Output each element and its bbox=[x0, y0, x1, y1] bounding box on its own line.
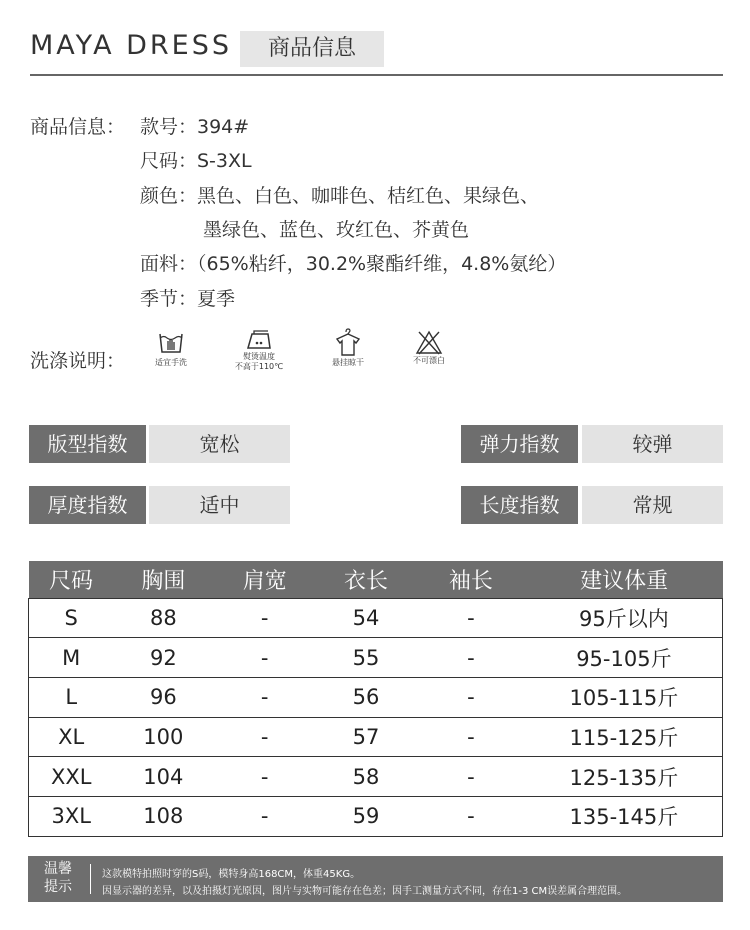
fabric: 面料：（65%粘纤，30.2%聚酯纤维，4.8%氨纶） bbox=[140, 253, 567, 275]
tips-title bbox=[40, 860, 76, 896]
hang-dry-icon bbox=[333, 328, 363, 358]
cell-bust: 108 bbox=[113, 796, 213, 836]
wash-iron-temp: 不高于110℃ bbox=[234, 362, 284, 371]
section-tag: 商品信息 bbox=[240, 31, 384, 67]
table-row bbox=[29, 677, 723, 717]
cell-bust: 100 bbox=[113, 717, 213, 757]
table-row bbox=[29, 757, 723, 797]
cell-size: M bbox=[29, 638, 114, 678]
cell-bust: 92 bbox=[113, 638, 213, 678]
cell-shoulder: - bbox=[213, 796, 316, 836]
size-table bbox=[28, 561, 723, 837]
cell-length: 58 bbox=[316, 757, 416, 797]
cell-shoulder: - bbox=[213, 598, 316, 638]
header-size: 尺码 bbox=[29, 561, 114, 598]
cell-weight: 105-115斤 bbox=[526, 677, 723, 717]
cell-bust: 96 bbox=[113, 677, 213, 717]
product-info-label: 商品信息： bbox=[30, 116, 126, 138]
thickness-index-value: 适中 bbox=[149, 486, 290, 524]
table-row bbox=[29, 638, 723, 678]
cell-weight: 125-135斤 bbox=[526, 757, 723, 797]
cell-size: 3XL bbox=[29, 796, 114, 836]
thickness-index-label: 厚度指数 bbox=[29, 486, 146, 524]
cell-sleeve: - bbox=[416, 638, 526, 678]
table-row bbox=[29, 598, 723, 638]
elastic-index-label: 弹力指数 bbox=[461, 425, 578, 463]
wash-hand-text: 适宜手洗 bbox=[155, 358, 187, 367]
header-bust: 胸围 bbox=[113, 561, 213, 598]
cell-length: 56 bbox=[316, 677, 416, 717]
elastic-index-value: 较弹 bbox=[582, 425, 723, 463]
wash-iron bbox=[224, 328, 294, 372]
cell-length: 54 bbox=[316, 598, 416, 638]
cell-bust: 104 bbox=[113, 757, 213, 797]
header-shoulder: 肩宽 bbox=[213, 561, 316, 598]
header-length: 衣长 bbox=[316, 561, 416, 598]
cell-sleeve: - bbox=[416, 796, 526, 836]
cell-length: 57 bbox=[316, 717, 416, 757]
header-sleeve: 袖长 bbox=[416, 561, 526, 598]
cell-size: XL bbox=[29, 717, 114, 757]
no-bleach-icon bbox=[414, 328, 444, 356]
colors-line-2: 墨绿色、蓝色、玫红色、芥黄色 bbox=[203, 219, 470, 241]
wash-hang-text: 悬挂晾干 bbox=[332, 358, 364, 367]
cell-shoulder: - bbox=[213, 638, 316, 678]
cell-bust: 88 bbox=[113, 598, 213, 638]
cell-weight: 95斤以内 bbox=[526, 598, 723, 638]
size-table-header bbox=[29, 561, 723, 598]
wash-iron-text: 熨烫温度 bbox=[243, 352, 275, 361]
wash-hand bbox=[136, 328, 206, 368]
iron-icon bbox=[244, 328, 274, 352]
wash-hang bbox=[313, 328, 383, 368]
cell-size: XXL bbox=[29, 757, 114, 797]
cell-size: S bbox=[29, 598, 114, 638]
tips-line-model: 这款模特拍照时穿的S码，模特身高168CM，体重45KG。 bbox=[102, 869, 361, 880]
season: 季节：夏季 bbox=[140, 288, 236, 310]
fit-index-value: 宽松 bbox=[149, 425, 290, 463]
size-range: 尺码：S-3XL bbox=[140, 150, 252, 172]
cell-weight: 95-105斤 bbox=[526, 638, 723, 678]
colors-line-1: 颜色：黑色、白色、咖啡色、桔红色、果绿色、 bbox=[140, 185, 540, 207]
cell-sleeve: - bbox=[416, 677, 526, 717]
cell-shoulder: - bbox=[213, 717, 316, 757]
hand-wash-icon bbox=[156, 328, 186, 358]
cell-weight: 135-145斤 bbox=[526, 796, 723, 836]
cell-sleeve: - bbox=[416, 717, 526, 757]
length-index-value: 常规 bbox=[582, 486, 723, 524]
wash-bleach-text: 不可漂白 bbox=[413, 356, 445, 365]
cell-sleeve: - bbox=[416, 757, 526, 797]
cell-shoulder: - bbox=[213, 677, 316, 717]
tips-title-line1: 温馨 bbox=[44, 861, 72, 877]
cell-length: 59 bbox=[316, 796, 416, 836]
table-row bbox=[29, 717, 723, 757]
style-number: 款号：394# bbox=[140, 116, 250, 138]
tips-line-disclaimer: 因显示器的差异，以及拍摄灯光原因，图片与实物可能存在色差；因手工测量方式不同，存在1-3 CM误差属合理范围。 bbox=[102, 886, 628, 897]
fit-index-label: 版型指数 bbox=[29, 425, 146, 463]
tips-title-line2: 提示 bbox=[44, 879, 72, 895]
cell-size: L bbox=[29, 677, 114, 717]
tips-divider bbox=[90, 864, 91, 894]
cell-weight: 115-125斤 bbox=[526, 717, 723, 757]
brand-title: MAYA DRESS bbox=[30, 30, 233, 61]
length-index-label: 长度指数 bbox=[461, 486, 578, 524]
tips-banner bbox=[28, 856, 723, 902]
wash-label: 洗涤说明： bbox=[30, 350, 126, 372]
table-row bbox=[29, 796, 723, 836]
header-weight: 建议体重 bbox=[526, 561, 723, 598]
cell-length: 55 bbox=[316, 638, 416, 678]
cell-sleeve: - bbox=[416, 598, 526, 638]
header-divider bbox=[30, 74, 723, 76]
wash-bleach bbox=[394, 328, 464, 366]
cell-shoulder: - bbox=[213, 757, 316, 797]
